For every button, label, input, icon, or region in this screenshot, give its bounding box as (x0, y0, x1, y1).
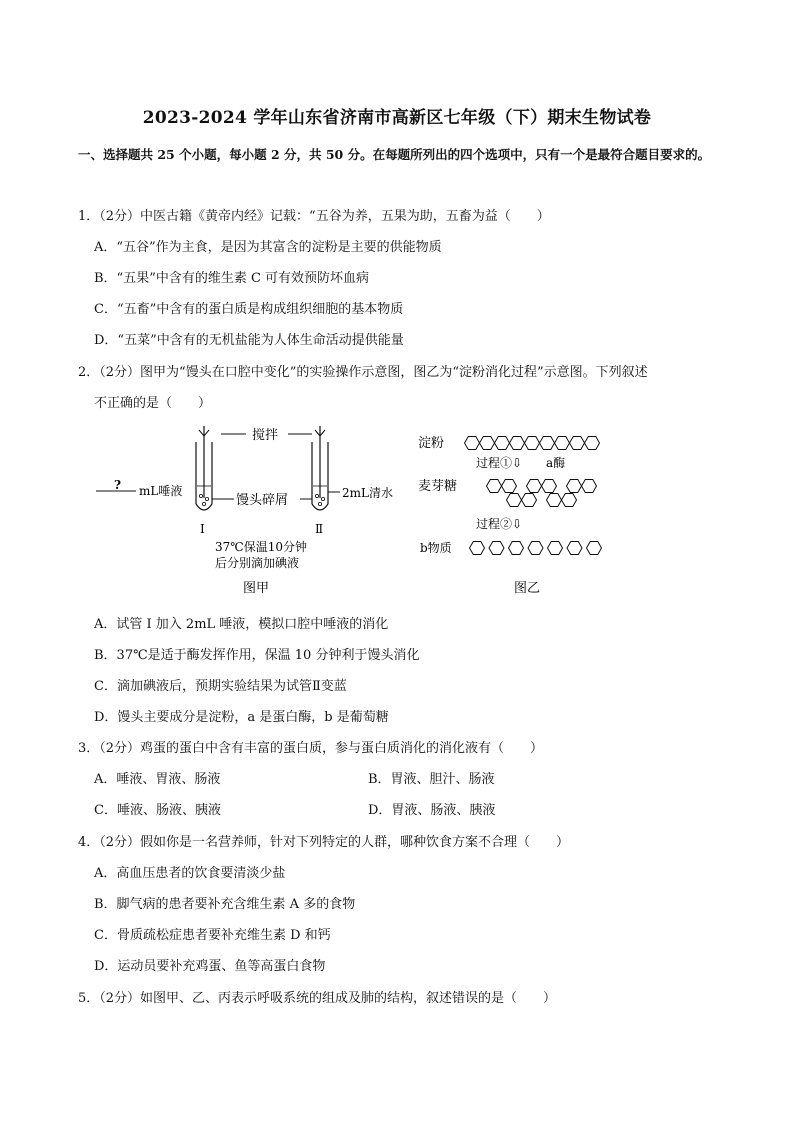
question-2-stem-continued: 不正确的是（ ） (94, 396, 212, 411)
glucose-units (470, 542, 602, 555)
label-iodine-note: 后分别滴加碘液 (215, 556, 300, 570)
label-process-2: 过程②⇩ (476, 517, 523, 531)
starch-unit (585, 437, 600, 450)
starch-unit (480, 437, 495, 450)
label-water: 2mL清水 (342, 486, 393, 500)
question-4-option-c[interactable]: C．骨质疏松症患者要补充维生素 D 和钙 (94, 928, 331, 943)
section-heading: 一、选择题共 25 个小题，每小题 2 分，共 50 分。在每题所列出的四个选项中，只有一个是最符合题目要求的。 (78, 147, 711, 162)
figure-jia-caption: 图甲 (243, 581, 270, 596)
figure-yi (418, 435, 602, 596)
question-1-stem: 1．（2分）中医古籍《黄帝内经》记载：“五谷为养，五果为助，五畜为益（ ） (78, 209, 550, 224)
question-4-option-a[interactable]: A．高血压患者的饮食要清淡少盐 (94, 866, 286, 881)
maltose-unit (542, 480, 557, 493)
label-enzyme-a: a酶 (546, 456, 566, 470)
figure-yi-caption: 图乙 (514, 581, 541, 596)
maltose-unit (487, 480, 502, 493)
label-maltose: 麦芽糖 (418, 479, 458, 494)
question-1-option-c[interactable]: C．“五畜”中含有的蛋白质是构成组织细胞的基本物质 (94, 302, 404, 317)
question-4-stem: 4．（2分）假如你是一名营养师，针对下列特定的人群，哪种饮食方案不合理（ ） (78, 835, 570, 850)
maltose-unit (507, 494, 522, 507)
label-tube-2: Ⅱ (315, 522, 324, 536)
label-bread-crumbs: 馒头碎屑 (236, 493, 289, 508)
starch-unit (465, 437, 480, 450)
question-2-option-c[interactable]: C．滴加碘液后，预期实验结果为试管Ⅱ变蓝 (94, 679, 347, 694)
starch-unit (570, 437, 585, 450)
glucose-unit (587, 542, 602, 555)
starch-unit (510, 437, 525, 450)
question-1-option-d[interactable]: D．“五菜”中含有的无机盐能为人体生命活动提供能量 (94, 333, 404, 348)
glucose-unit (509, 542, 524, 555)
maltose-unit (567, 480, 582, 493)
page-title: 2023-2024 学年山东省济南市高新区七年级（下）期末生物试卷 (142, 108, 652, 128)
glucose-unit (567, 542, 582, 555)
question-2-option-b[interactable]: B．37℃是适于酶发挥作用，保温 10 分钟利于馒头消化 (94, 648, 420, 663)
label-process-1: 过程①⇩ (476, 456, 523, 470)
glucose-unit (489, 542, 504, 555)
maltose-unit (562, 494, 577, 507)
test-tube-1 (196, 426, 212, 510)
starch-unit (540, 437, 555, 450)
label-incubate-note: 37℃保温10分钟 (215, 540, 307, 554)
maltose-unit (502, 480, 517, 493)
maltose-unit (522, 494, 537, 507)
question-1-option-b[interactable]: B．“五果”中含有的维生素 C 可有效预防坏血病 (94, 271, 370, 286)
label-saliva: mL唾液 (139, 484, 183, 498)
glucose-unit (528, 542, 543, 555)
question-4-option-d[interactable]: D．运动员要补充鸡蛋、鱼等高蛋白食物 (94, 959, 326, 974)
starch-unit (555, 437, 570, 450)
maltose-unit (582, 480, 597, 493)
label-tube-1: I (200, 522, 205, 536)
question-3-option-a[interactable]: A．唾液、胃液、肠液 (94, 772, 221, 787)
starch-chain (465, 437, 600, 450)
label-stir: 搅拌 (252, 428, 279, 443)
figure-jia (96, 426, 393, 596)
maltose-units (487, 480, 597, 507)
test-tube-2 (312, 426, 328, 510)
glucose-unit (470, 542, 485, 555)
question-3-option-b[interactable]: B．胃液、胆汁、肠液 (368, 772, 495, 787)
starch-unit (525, 437, 540, 450)
label-b-substance: b物质 (420, 541, 452, 555)
question-2-stem: 2．（2分）图甲为“馒头在口腔中变化”的实验操作示意图，图乙为“淀粉消化过程”示意图。下列叙述 (78, 365, 648, 380)
question-1-option-a[interactable]: A．“五谷”作为主食，是因为其富含的淀粉是主要的供能物质 (94, 240, 442, 255)
maltose-unit (527, 480, 542, 493)
question-2-option-a[interactable]: A．试管 I 加入 2mL 唾液，模拟口腔中唾液的消化 (94, 617, 389, 632)
question-4-option-b[interactable]: B．脚气病的患者要补充含维生素 A 多的食物 (94, 897, 356, 912)
question-3-option-d[interactable]: D．胃液、肠液、胰液 (368, 803, 496, 818)
maltose-unit (547, 494, 562, 507)
question-3-stem: 3．（2分）鸡蛋的蛋白中含有丰富的蛋白质，参与蛋白质消化的消化液有（ ） (78, 741, 544, 756)
label-starch: 淀粉 (418, 436, 445, 451)
glucose-unit (548, 542, 563, 555)
question-2-option-d[interactable]: D．馒头主要成分是淀粉，a 是蛋白酶，b 是葡萄糖 (94, 710, 389, 725)
question-3-option-c[interactable]: C．唾液、肠液、胰液 (94, 803, 221, 818)
question-5-stem: 5．（2分）如图甲、乙、丙表示呼吸系统的组成及肺的结构，叙述错误的是（ ） (78, 991, 557, 1006)
label-unknown-volume: ? (114, 478, 122, 492)
question-2-figure (0, 420, 794, 620)
starch-unit (495, 437, 510, 450)
